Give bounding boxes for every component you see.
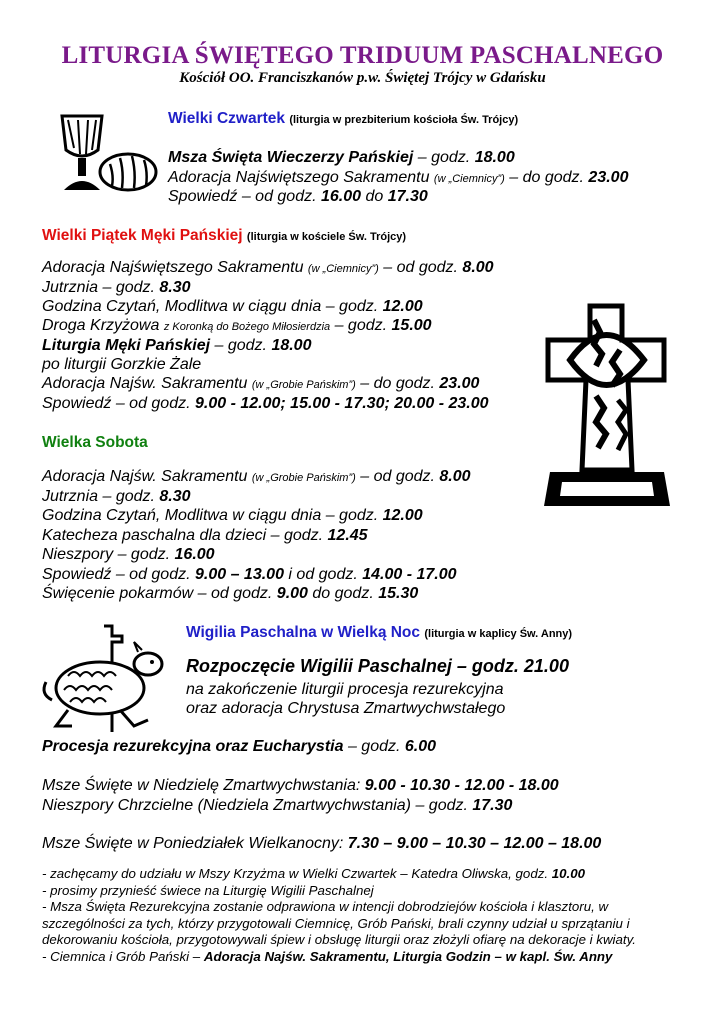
notes — [42, 866, 682, 966]
vigil-title: Wigilia Paschalna w Wielką Noc — [186, 624, 421, 641]
text: – do godz. — [504, 169, 589, 186]
text: (w „Ciemnicy”) — [433, 173, 505, 185]
text: Adoracja Najśw. Sakramentu, Liturgia Godzin — [203, 948, 491, 964]
time: 15.30 — [378, 585, 419, 602]
saturday-line-4 — [42, 526, 368, 545]
text: Spowiedź – od godz. — [168, 188, 321, 205]
text: Msze Święte w Poniedziałek Wielkanocny: — [42, 835, 348, 852]
text: Msze Święte w Niedzielę Zmartwychwstania: — [42, 777, 365, 794]
thursday-heading — [168, 110, 518, 128]
time: 18.00 — [271, 337, 312, 354]
text: Jutrznia – godz. — [42, 488, 160, 505]
note-1 — [42, 866, 682, 883]
sunday-masses — [42, 776, 559, 795]
time: 9.00 - 12.00; 15.00 - 17.30; 20.00 - 23.00 — [195, 395, 489, 412]
chalice-bread-icon — [38, 110, 160, 198]
resurrection-procession — [42, 737, 436, 756]
friday-location-note: (liturgia w kościele Św. Trójcy) — [246, 231, 407, 243]
time: 9.00 — [276, 585, 308, 602]
saturday-line-3 — [42, 506, 423, 525]
text: (w „Grobie Pańskim”) — [251, 472, 356, 484]
time: 23.00 — [439, 375, 480, 392]
text: Droga Krzyżowa — [42, 317, 164, 334]
paschal-lamb-icon — [38, 622, 168, 734]
text: (w „Grobie Pańskim”) — [251, 379, 356, 391]
text: - Ciemnica i Grób Pański – — [42, 948, 204, 964]
sunday-vespers — [42, 796, 512, 815]
text: - zachęcamy do udziału w Mszy Krzyżma w Wielki Czwartek – Katedra Oliwska, godz. — [42, 866, 552, 881]
text: do godz. — [307, 585, 379, 602]
text: – do godz. — [355, 375, 440, 392]
time: 9.00 - 10.30 - 12.00 - 18.00 — [364, 777, 559, 794]
mass-title: Msza Święta Wieczerzy Pańskiej — [168, 149, 414, 166]
text: Nieszpory – godz. — [42, 546, 175, 563]
time: 14.00 - 17.00 — [362, 566, 457, 583]
time: 10.00 — [551, 866, 586, 881]
text: do — [361, 188, 388, 205]
saturday-line-6 — [42, 565, 457, 584]
monday-masses — [42, 834, 601, 853]
vigil-location-note: (liturgia w kaplicy Św. Anny) — [424, 628, 573, 640]
text: Katecheza paschalna dla dzieci – godz. — [42, 527, 328, 544]
friday-heading — [42, 227, 406, 245]
text: Spowiedź – od godz. — [42, 566, 195, 583]
celtic-cross-icon — [540, 300, 674, 512]
saturday-title: Wielka Sobota — [42, 434, 148, 451]
thursday-title: Wielki Czwartek — [168, 110, 286, 127]
text: – godz. — [210, 337, 272, 354]
text: i od godz. — [283, 566, 363, 583]
saturday-line-5 — [42, 545, 215, 564]
time: 12.00 — [382, 298, 423, 315]
time: 23.00 — [588, 169, 629, 186]
text: Godzina Czytań, Modlitwa w ciągu dnia – godz. — [42, 507, 383, 524]
text: z Koronką do Bożego Miłosierdzia — [163, 321, 331, 333]
text: Adoracja Najświętszego Sakramentu — [42, 259, 308, 276]
saturday-line-1 — [42, 467, 471, 488]
friday-title: Wielki Piątek Męki Pańskiej — [42, 227, 243, 244]
time: 7.30 – 9.00 – 10.30 – 12.00 – 18.00 — [347, 835, 602, 852]
text: Spowiedź – od godz. — [42, 395, 195, 412]
time: 9.00 – 13.00 — [195, 566, 284, 583]
note-3: - Msza Święta Rezurekcyjna zostanie odprawiona w intencji dobrodziejów kościoła i klasztoru, w szczególności za tych, którzy przygotowali Ciemnicę, Grób Pański, brali czynny udział u sprzątaniu i dekorowaniu kościoła, przygotowywali śpiew i obsługę liturgii oraz złożyli ofiarę na dekoracje i kwiaty. — [42, 899, 636, 948]
time: 17.30 — [387, 188, 428, 205]
saturday-line-7 — [42, 584, 418, 603]
vigil-line-2: na zakończenie liturgii procesja rezurekcyjna — [186, 681, 504, 698]
time: 8.00 — [439, 468, 471, 485]
page-title: LITURGIA ŚWIĘTEGO TRIDUUM PASCHALNEGO — [61, 42, 664, 69]
friday-line-3 — [42, 297, 423, 316]
text: – od godz. — [355, 468, 440, 485]
friday-line-7 — [42, 374, 479, 395]
time: 16.00 — [321, 188, 362, 205]
friday-line-1 — [42, 258, 494, 279]
friday-line-4 — [42, 316, 432, 337]
time: 12.00 — [382, 507, 423, 524]
text: (w „Ciemnicy”) — [307, 263, 379, 275]
friday-line-8 — [42, 394, 489, 413]
text: Adoracja Najświętszego Sakramentu — [168, 169, 434, 186]
saturday-heading — [42, 434, 148, 452]
text: – godz. — [413, 149, 475, 166]
time: 6.00 — [404, 738, 437, 755]
vigil-heading — [186, 624, 572, 642]
friday-line-2 — [42, 278, 191, 297]
time: 15.00 — [391, 317, 432, 334]
friday-line-5 — [42, 336, 311, 355]
time: 18.00 — [474, 149, 515, 166]
text: – w kapl. Św. Anny — [490, 948, 613, 964]
vigil-line-3: oraz adoracja Chrystusa Zmartwychwstałego — [186, 700, 506, 717]
text: Jutrznia – godz. — [42, 279, 160, 296]
time: 8.00 — [462, 259, 494, 276]
page-subtitle: Kościół OO. Franciszkanów p.w. Świętej Trójcy w Gdańsku — [179, 70, 546, 86]
thursday-line-3 — [168, 187, 428, 206]
text: Święcenie pokarmów – od godz. — [42, 585, 277, 602]
text: – godz. — [330, 317, 392, 334]
saturday-line-2 — [42, 487, 191, 506]
text: Adoracja Najśw. Sakramentu — [42, 468, 252, 485]
text: Nieszpory Chrzcielne (Niedziela Zmartwychwstania) – godz. — [42, 797, 473, 814]
text: – od godz. — [378, 259, 463, 276]
text: Adoracja Najśw. Sakramentu — [42, 375, 252, 392]
note-2: - prosimy przynieść świece na Liturgię Wigilii Paschalnej — [42, 882, 374, 898]
vigil-start: Rozpoczęcie Wigilii Paschalnej – godz. 21.00 — [186, 656, 569, 676]
note-4 — [42, 949, 682, 966]
thursday-location-note: (liturgia w prezbiterium kościoła Św. Trójcy) — [289, 114, 519, 126]
time: 8.30 — [159, 279, 191, 296]
friday-line-6: po liturgii Gorzkie Żale — [42, 356, 202, 373]
liturgy-title: Liturgia Męki Pańskiej — [42, 337, 211, 354]
time: 12.45 — [327, 527, 368, 544]
time: 16.00 — [174, 546, 215, 563]
text: Godzina Czytań, Modlitwa w ciągu dnia – godz. — [42, 298, 383, 315]
time: 8.30 — [159, 488, 191, 505]
text: – godz. — [343, 738, 405, 755]
time: 17.30 — [472, 797, 513, 814]
thursday-line-1 — [168, 148, 515, 167]
text: Procesja rezurekcyjna oraz Eucharystia — [42, 738, 344, 755]
